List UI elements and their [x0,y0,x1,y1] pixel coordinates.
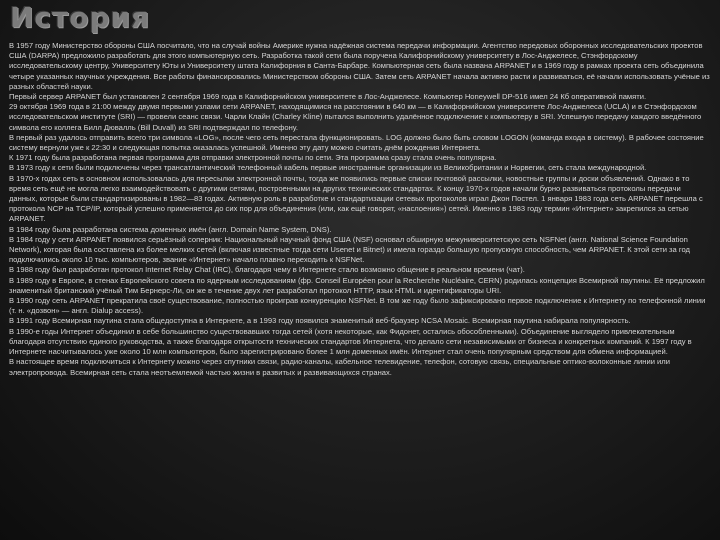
slide-title: История [10,1,151,34]
paragraph-1989-www: В 1989 году в Европе, в стенах Европейского совета по ядерным исследованиям (фр. Conseil Européen pour la Recherche Nucléaire, CERN) родилась концепция Всемирной паутины. Её предложил знаменитый британский учёный Тим Бернерс-Ли, он же в течение двух лет разработал протокол HTTP, язык HTML и идентификаторы URI. [9,275,705,295]
paragraph-1984-dns: В 1984 году была разработана система доменных имён (англ. Domain Name System, DNS). [9,224,332,234]
paragraph-first-server: Первый сервер ARPANET был установлен 2 сентября 1969 года в Калифорнийском университете в Лос-Анджелесе. Компьютер Honeywell DP-516 имел 24 Кб оперативной памяти. [9,92,647,102]
paragraph-1990s-growth: В 1990-е годы Интернет объединил в себе большинство существовавших тогда сетей (хотя некоторые, как Фидонет, остались обособленными). Объединение выглядело привлекательным благодаря отсутствию единого руководства, а также благодаря открытости технических стандартов Интернета, что делало сети независимыми от бизнеса и конкретных компаний. К 1997 году в Интернете насчитывалось уже около 10 млн компьютеров, было зарегистрировано более 1 млн доменных имён. Интернет стал очень популярным средством для обмена информацией. [9,326,692,357]
paragraph-1970s-protocols: В 1970-х годах сеть в основном использовалась для пересылки электронной почты, тогда же появились первые списки почтовой рассылки, новостные группы и доски объявлений. Однако в то время сеть ещё не могла легко взаимодействовать с другими сетями, построенными на других технических стандартах. К концу 1970-х годов начали бурно развиваться протоколы передачи данных, которые были стандартизированы в 1982—83 годах. Активную роль в разработке и стандартизации сетевых протоколов играл Джон Постел. 1 января 1983 года сеть ARPANET перешла с протокола NCP на TCP/IP, который успешно применяется до сих пор для объединения (или, как ещё говорят, «наслоения») сетей. Именно в 1983 году термин «Интернет» закрепился за сетью ARPANET. [9,173,703,224]
paragraph-1990-arpanet-end: В 1990 году сеть ARPANET прекратила своё существование, полностью проиграв конкуренцию NSFNet. В том же году было зафиксировано первое подключение к Интернету по телефонной линии (т. н. «дозвон» — англ. Dialup access). [9,296,706,316]
history-text-block [9,41,711,535]
paragraph-present-day: В настоящее время подключиться к Интернету можно через спутники связи, радио-каналы, кабельное телевидение, телефон, сотовую связь, специальные оптико-волоконные линии или электропровода. Всемирная сеть стала неотъемлемой частью жизни в развитых и развивающихся странах. [9,357,670,377]
paragraph-log-symbols: В первый раз удалось отправить всего три символа «LOG», после чего сеть перестала функционировать. LOG должно было быть словом LOGON (команда входа в систему). В рабочее состояние систему вернули уже к 22:30 и следующая попытка оказалась успешной. Именно эту дату можно считать днём рождения Интернета. [9,132,704,153]
paragraph-1957: В 1957 году Министерство обороны США посчитало, что на случай войны Америке нужна надёжная система передачи информации. Агентство передовых оборонных исследовательских проектов США (DARPA) предложило разработать для этого компьютерную сеть. Разработка такой сети была поручена Калифорнийскому университету в Лос-Анджелесе, Стэнфордскому исследовательскому центру, Университету Юты и Университету штата Калифорния в Санта-Барбаре. Компьютерная сеть была названа ARPANET и в 1969 году в рамках проекта сеть объединила четыре указанных научных учреждения. Все работы финансировались Министерством обороны США. Затем сеть ARPANET начала активно расти и развиваться, её начали использовать учёные из разных областей науки. [9,41,710,91]
paragraph-1988-irc: В 1988 году был разработан протокол Internet Relay Chat (IRC), благодаря чему в Интернете стало возможно общение в реальном времени (чат). [9,265,525,275]
paragraph-first-session: 29 октября 1969 года в 21:00 между двумя первыми узлами сети ARPANET, находящимися на расстоянии в 640 км — в Калифорнийском университете Лос-Анджелеса (UCLA) и в Стэнфордском исследовательском институте (SRI) — провели сеанс связи. Чарли Клайн (Charley Kline) пытался выполнить удалённое подключение к компьютеру в SRI. Успешную передачу каждого введённого символа его коллега Билл Дювалль (Bill Duvall) из SRI подтверждал по телефону. [9,102,702,132]
paragraph-1991-mosaic: В 1991 году Всемирная паутина стала общедоступна в Интернете, а в 1993 году появился знаменитый веб-браузер NCSA Mosaic. Всемирная паутина набирала популярность. [9,316,631,326]
paragraph-1984-nsfnet: В 1984 году у сети ARPANET появился серьёзный соперник: Национальный научный фонд США (NSF) основал обширную межуниверситетскую сеть NSFNet (англ. National Science Foundation Network), которая была составлена из более мелких сетей (включая известные тогда сети Usenet и Bitnet) и имела гораздо большую пропускную способность, чем ARPANET. К этой сети за год подключились около 10 тыс. компьютеров, звание «Интернет» начало плавно переходить к NSFNet. [9,234,690,265]
paragraph-1971-email: К 1971 году была разработана первая программа для отправки электронной почты по сети. Эта программа сразу стала очень популярна. [9,153,497,163]
paragraph-1973-international: В 1973 году к сети были подключены через трансатлантический телефонный кабель первые иностранные организации из Великобритании и Норвегии, сеть стала международной. [9,163,647,173]
